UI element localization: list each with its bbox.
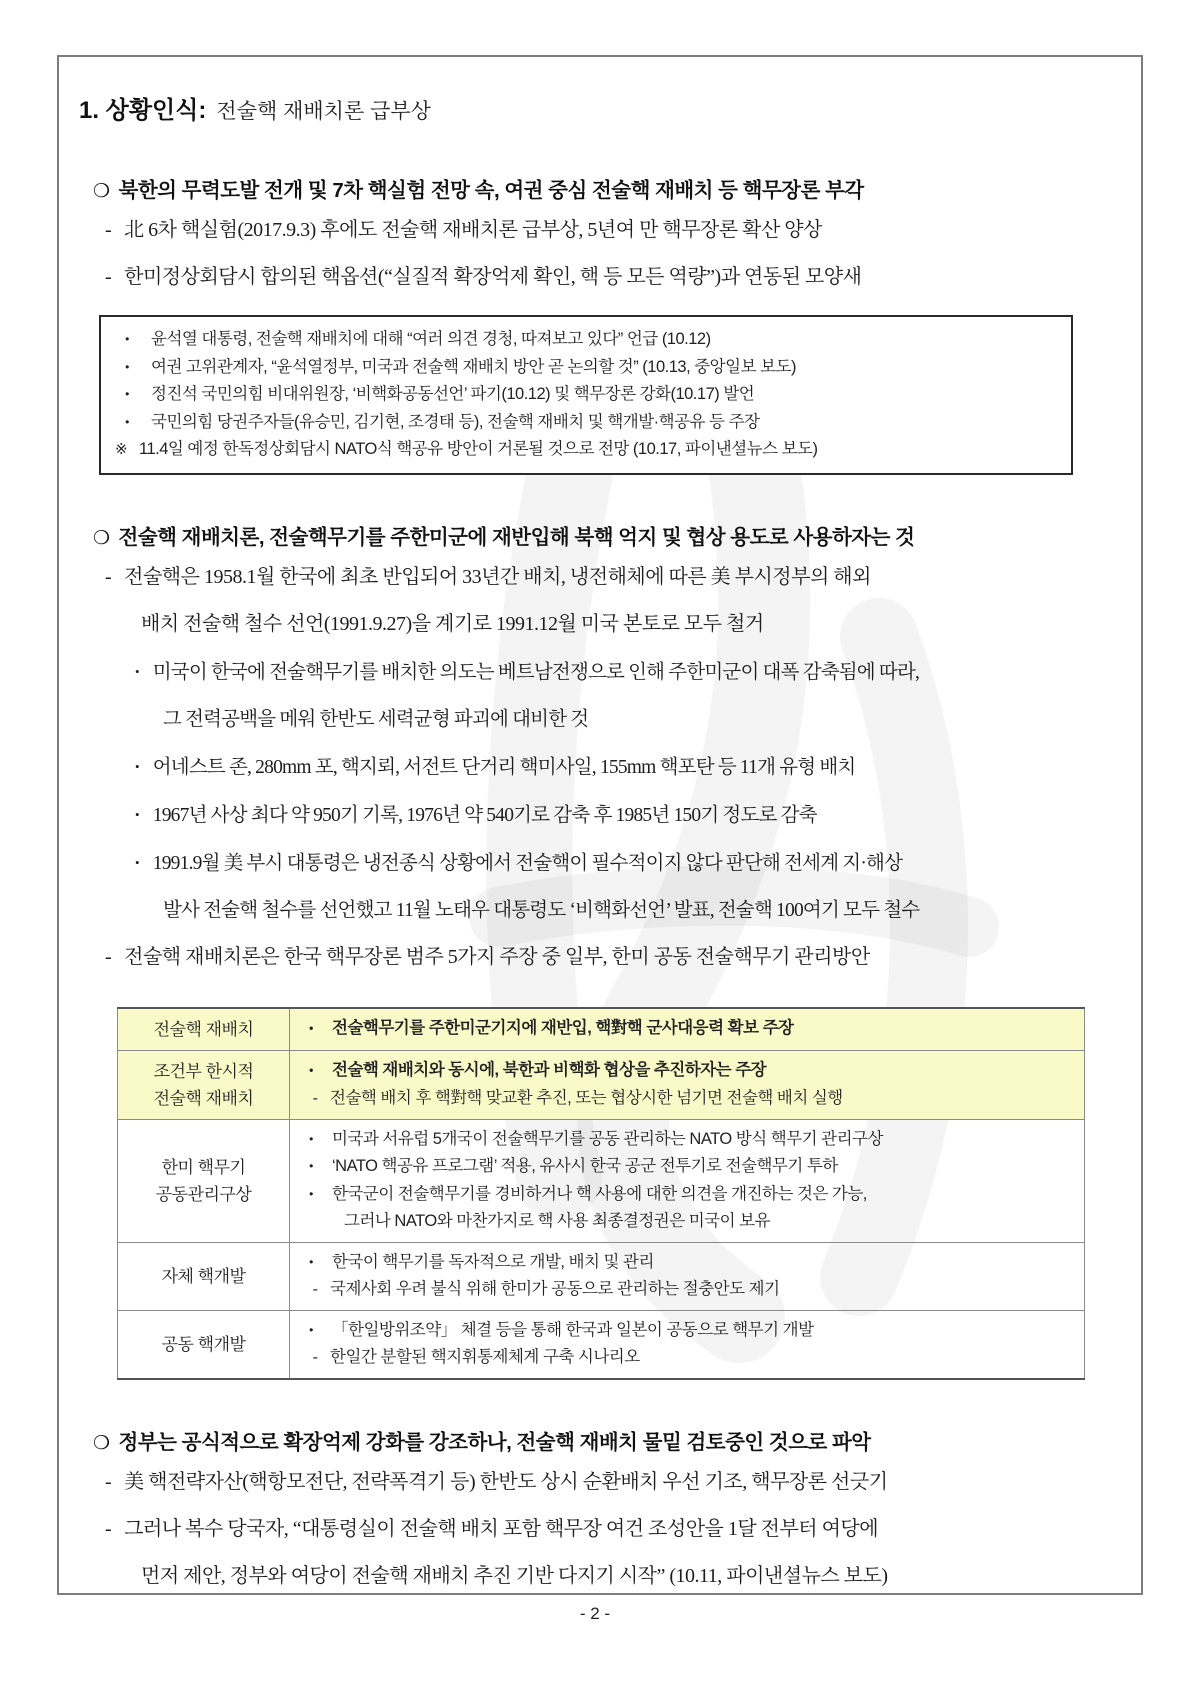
section2-bullet1-text2: 그 전력공백을 메워 한반도 세력균형 파괴에 대비한 것	[163, 708, 589, 730]
table-line-text: 「한일방위조약」 체결 등을 통해 한국과 일본이 공동으로 핵무기 개발	[332, 1320, 814, 1339]
section2-bullet4-text1: 1991.9월 美 부시 대통령은 냉전종식 상황에서 전술핵이 필수적이지 않다 판단해 전세계 지·해상	[152, 852, 903, 874]
dash-marker: -	[105, 1517, 112, 1540]
section2-dash2-text: 전술핵 재배치론은 한국 핵무장론 범주 5가지 주장 중 일부, 한미 공동 전술핵무기 관리방안	[124, 945, 870, 968]
quote-item	[107, 326, 1061, 354]
quote-item-text: 윤석열 대통령, 전술핵 재배치에 대해 “여러 의견 경청, 따져보고 있다” 언급 (10.12)	[151, 330, 711, 348]
table-line	[294, 1057, 1076, 1085]
section2-bullet2	[135, 743, 1101, 791]
table-line	[294, 1015, 1076, 1043]
table-line	[294, 1249, 1076, 1277]
reference-marker: ※	[114, 441, 128, 458]
section3-dash2-line1	[105, 1506, 1101, 1553]
table-row	[118, 1310, 1085, 1379]
dash-marker: -	[105, 945, 112, 968]
row-label	[118, 1119, 290, 1242]
table-row	[118, 1008, 1085, 1051]
row-label-text: 전술핵 재배치	[153, 1088, 254, 1108]
bullet-marker: •	[309, 1063, 313, 1077]
section3-dash2-text1: 그러나 복수 당국자, “대통령실이 전술핵 배치 포함 핵무장 여건 조성안을 1달 전부터 여당에	[124, 1517, 879, 1540]
page-frame	[57, 55, 1143, 1595]
quote-item-text: 국민의힘 당권주자들(유승민, 김기현, 조경태 등), 전술핵 재배치 및 핵개발·핵공유 등 주장	[151, 412, 760, 431]
bullet-marker: •	[309, 1254, 313, 1269]
section2-bullet4-text2: 발사 전술핵 철수를 선언했고 11월 노태우 대통령도 ‘비핵화선언’ 발표, 전술핵 100여기 모두 철수	[163, 899, 920, 921]
dash-marker: -	[105, 1470, 112, 1493]
section2-bullet3-text: 1967년 사상 최다 약 950기 기록, 1976년 약 540기로 감축 후 1985년 150기 정도로 감축	[152, 804, 817, 826]
nuclear-armament-categories-table	[117, 1007, 1085, 1380]
section1-dash1	[105, 207, 1101, 254]
table-line-text: 전술핵 재배치와 동시에, 북한과 비핵화 협상을 추진하자는 주장	[332, 1061, 767, 1079]
bullet-marker: •	[309, 1159, 313, 1173]
section2-dash2	[105, 934, 1101, 981]
quote-note	[107, 436, 1061, 464]
section2-bullet1-line1	[135, 648, 1101, 696]
quote-item	[107, 409, 1061, 437]
row-label	[118, 1310, 290, 1379]
section2-bullet2-text: 어네스트 존, 280mm 포, 핵지뢰, 서전트 단거리 핵미사일, 155mm 핵포탄 등 11개 유형 배치	[152, 756, 856, 778]
dash-marker: -	[105, 565, 112, 588]
row-label-text: 조건부 한시적	[153, 1061, 254, 1081]
bullet-marker: •	[125, 359, 129, 374]
section1-dash2-text: 한미정상회담시 합의된 핵옵션(“실질적 확장억제 확인, 핵 등 모든 역량”)과 연동된 모양새	[124, 266, 862, 288]
table-line-text: 미국과 서유럽 5개국이 전술핵무기를 공동 관리하는 NATO 방식 핵무기 관리구상	[332, 1129, 883, 1148]
table-row	[118, 1050, 1085, 1119]
section3-dash1	[105, 1459, 1101, 1506]
quote-item	[107, 354, 1061, 382]
circle-bullet-icon: ❍	[93, 181, 110, 202]
quote-note-text: 11.4일 예정 한독정상회담시 NATO식 핵공유 방안이 거론될 것으로 전망 (10.17, 파이낸셜뉴스 보도)	[139, 440, 818, 458]
circle-bullet-icon: ❍	[93, 527, 110, 549]
bullet-marker: •	[125, 387, 129, 401]
row-label	[118, 1050, 290, 1119]
section3-dash2-line2	[141, 1553, 1101, 1596]
bullet-marker: •	[135, 663, 139, 679]
table-line-text: ‘NATO 핵공유 프로그램’ 적용, 유사시 한국 공군 전투기로 전술핵무기 투하	[332, 1157, 838, 1175]
section3-heading	[93, 1428, 1101, 1459]
row-label	[118, 1008, 290, 1051]
section2-bullet4-line2	[163, 887, 1101, 934]
row-label-text: 자체 핵개발	[161, 1266, 246, 1286]
bullet-marker: •	[135, 758, 139, 774]
row-label-text: 공동관리구상	[155, 1184, 252, 1204]
row-label	[118, 1242, 290, 1310]
section3-dash1-text: 美 핵전략자산(핵항모전단, 전략폭격기 등) 한반도 상시 순환배치 우선 기조, 핵무장론 선긋기	[124, 1470, 888, 1493]
row-content	[290, 1050, 1085, 1119]
dash-marker: -	[105, 266, 112, 288]
row-content	[290, 1008, 1085, 1051]
table-line-text: 전술핵 배치 후 핵對핵 맞교환 추진, 또는 협상시한 넘기면 전술핵 배치 실행	[330, 1088, 843, 1107]
row-label-text: 공동 핵개발	[161, 1334, 246, 1354]
section2-dash1-line2	[141, 601, 1101, 648]
row-content	[290, 1242, 1085, 1310]
table-line-text: 국제사회 우려 불식 위해 한미가 공동으로 관리하는 절충안도 제기	[330, 1280, 780, 1298]
table-line-text: 한일간 분할된 핵지휘통제체계 구축 시나리오	[330, 1348, 640, 1366]
bullet-marker: •	[309, 1322, 313, 1337]
section2-bullet1-text1: 미국이 한국에 전술핵무기를 배치한 의도는 베트남전쟁으로 인해 주한미군이 대폭 감축됨에 따라,	[152, 661, 920, 683]
section2-bullet3	[135, 791, 1101, 839]
table-line	[294, 1317, 1076, 1345]
quote-item-text: 정진석 국민의힘 비대위원장, ‘비핵화공동선언’ 파기(10.12) 및 핵무장론 강화(10.17) 발언	[151, 385, 755, 403]
section2-bullet4-line1	[135, 839, 1101, 887]
table-line	[294, 1126, 1076, 1154]
row-content	[290, 1119, 1085, 1242]
page-title	[79, 89, 1101, 126]
table-line-text: 그러나 NATO와 마찬가지로 핵 사용 최종결정권은 미국이 보유	[344, 1212, 770, 1230]
dash-marker: -	[312, 1349, 318, 1366]
table-line	[294, 1208, 1076, 1236]
section2-dash1-line1	[105, 554, 1101, 601]
bullet-marker: •	[309, 1186, 313, 1201]
section1-dash1-text: 北 6차 핵실험(2017.9.3) 후에도 전술핵 재배치론 급부상, 5년여 만 핵무장론 확산 양상	[124, 219, 822, 241]
bullet-marker: •	[125, 332, 129, 346]
dash-marker: -	[105, 219, 112, 241]
table-row	[118, 1242, 1085, 1310]
quote-item-text: 여권 고위관계자, “윤석열정부, 미국과 전술핵 재배치 방안 곧 논의할 것” (10.13, 중앙일보 보도)	[151, 357, 796, 376]
table-line-text: 전술핵무기를 주한미군기지에 재반입, 핵對핵 군사대응력 확보 주장	[332, 1019, 794, 1038]
quote-item	[107, 381, 1061, 409]
bullet-marker: •	[135, 854, 139, 870]
bullet-marker: •	[135, 806, 139, 822]
title-number: 1. 상황인식:	[79, 97, 207, 124]
bullet-marker: •	[125, 414, 129, 429]
table-line-text: 한국이 핵무기를 독자적으로 개발, 배치 및 관리	[332, 1252, 654, 1271]
table-line	[294, 1153, 1076, 1181]
table-line	[294, 1344, 1076, 1372]
title-subtitle: 전술핵 재배치론 급부상	[216, 100, 431, 123]
table-row	[118, 1119, 1085, 1242]
table-line	[294, 1181, 1076, 1209]
dash-marker: -	[312, 1089, 318, 1107]
section3-heading-text: 정부는 공식적으로 확장억제 강화를 강조하나, 전술핵 재배치 물밑 검토중인 것으로 파악	[118, 1430, 871, 1454]
row-content	[290, 1310, 1085, 1379]
press-quotes-box	[99, 315, 1073, 475]
bullet-marker: •	[309, 1021, 313, 1036]
section1-heading-text: 북한의 무력도발 전개 및 7차 핵실험 전망 속, 여권 중심 전술핵 재배치 등 핵무장론 부각	[118, 179, 864, 202]
page-number: - 2 -	[579, 1604, 611, 1623]
row-label-text: 전술핵 재배치	[153, 1019, 254, 1039]
section2-heading-text: 전술핵 재배치론, 전술핵무기를 주한미군에 재반입해 북핵 억지 및 협상 용도로 사용하자는 것	[118, 525, 915, 549]
section2-heading	[93, 523, 1101, 554]
dash-marker: -	[312, 1281, 318, 1298]
section1-dash2	[105, 254, 1101, 301]
section2-dash1-text2: 배치 전술핵 철수 선언(1991.9.27)을 계기로 1991.12월 미국 본토로 모두 철거	[141, 612, 764, 635]
section1-heading	[93, 176, 1101, 207]
table-line	[294, 1276, 1076, 1304]
table-line-text: 한국군이 전술핵무기를 경비하거나 핵 사용에 대한 의견을 개진하는 것은 가능,	[332, 1184, 867, 1203]
section3-dash2-text2: 먼저 제안, 정부와 여당이 전술핵 재배치 추진 기반 다지기 시작” (10.11, 파이낸셜뉴스 보도)	[141, 1564, 888, 1587]
row-label-text: 한미 핵무기	[161, 1157, 246, 1177]
circle-bullet-icon: ❍	[93, 1432, 110, 1454]
table-line	[294, 1085, 1076, 1113]
bullet-marker: •	[309, 1131, 313, 1146]
section2-bullet1-line2	[163, 696, 1101, 743]
section2-dash1-text1: 전술핵은 1958.1월 한국에 최초 반입되어 33년간 배치, 냉전해체에 따른 美 부시정부의 해외	[124, 565, 871, 588]
